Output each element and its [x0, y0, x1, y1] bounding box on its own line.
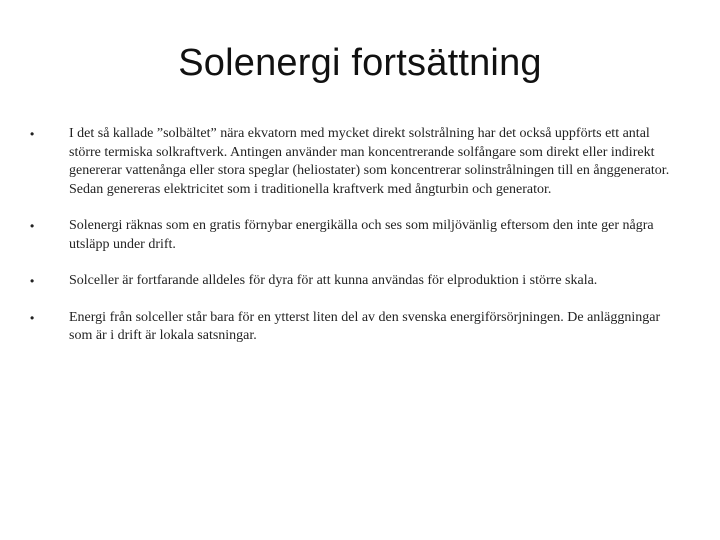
- bullet-list: [30, 125, 680, 364]
- bullet-item: [30, 272, 680, 291]
- slide-title: Solenergi fortsättning: [178, 42, 542, 84]
- bullet-text: Solenergi räknas som en gratis förnybar energikälla och ses som miljövänlig eftersom den inte ger några utsläpp under drift.: [69, 218, 654, 252]
- bullet-item: [30, 125, 680, 199]
- bullet-text: Energi från solceller står bara för en ytterst liten del av den svenska energiförsörjningen. De anläggningar som är i drift är lokala satsningar.: [69, 309, 661, 343]
- bullet-item: [30, 217, 680, 254]
- bullet-item: [30, 309, 680, 346]
- bullet-marker: •: [30, 310, 35, 325]
- bullet-marker: •: [30, 219, 35, 233]
- bullet-marker: •: [30, 127, 35, 141]
- bullet-text: I det så kallade ”solbältet” nära ekvatorn med mycket direkt solstrålning har det också uppförts ett antal större termiska solkraftverk. Antingen använder man koncentrerande solfångare som direkt eller indirekt genererar vattenånga eller stora speglar (heliostater) som koncentrerar solinstrålningen till en ånggenerator. Sedan genereras elektricitet som i traditionella kraftverk med ångturbin och generator.: [69, 126, 670, 197]
- bullet-marker: •: [30, 274, 35, 288]
- bullet-text: Solceller är fortfarande alldeles för dyra för att kunna användas för elproduktion i större skala.: [69, 273, 598, 288]
